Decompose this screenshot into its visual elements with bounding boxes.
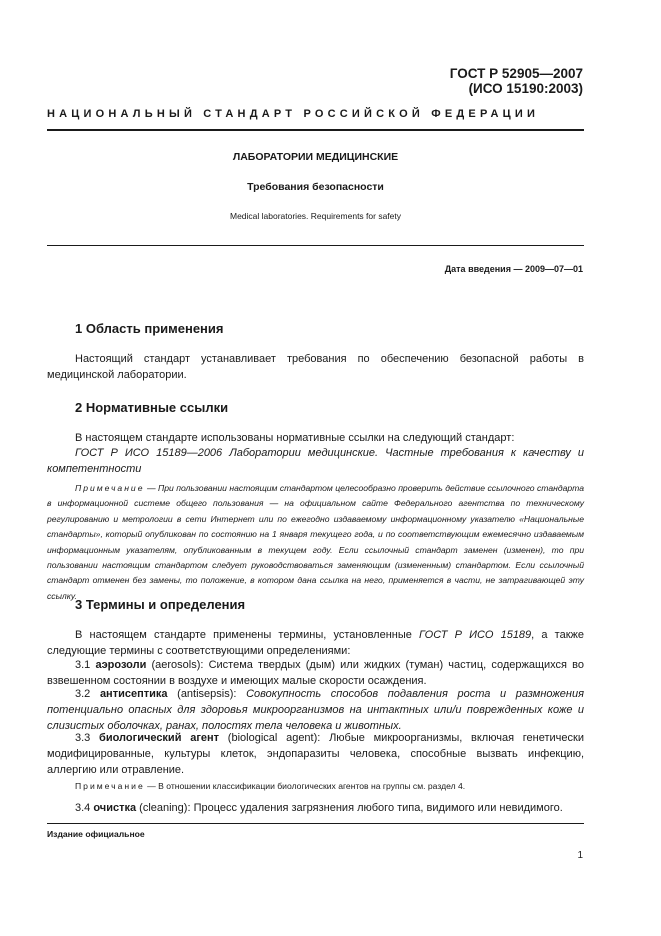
term-name: биологический агент xyxy=(99,732,220,744)
term-definition: (cleaning): Процесс удаления загрязнения любого типа, видимого или невидимого. xyxy=(136,802,563,814)
official-edition-label: Издание официальное xyxy=(47,829,145,839)
note-text: — При пользовании настоящим стандартом целесообразно проверить действие ссылочного стандарта в информационной системе общего пользования — на официальном сайте Федерального агентства по техническому регулированию и метрологии в сети Интернет или по ежегодно издаваемому информационному указателю «Национальные стандарты», который опубликован по состоянию на 1 января текущего года, и по соответствующим ежемесячно издаваемым информационным указателям, опубликованным в текущем году. Если ссылочный стандарт заменен (изменен), то при пользовании настоящим стандартом следует руководствоваться заменяющим (измененным) стандартом. Если ссылочный стандарт отменен без замены, то положение, в котором дана ссылка на него, применяется в части, не затрагивающей эту ссылку. xyxy=(47,483,584,601)
note-label: Примечание xyxy=(75,483,145,493)
note-text: — В отношении классификации биологических агентов на группы см. раздел 4. xyxy=(144,781,466,791)
term-number: 3.2 xyxy=(75,688,100,700)
note-label: Примечание xyxy=(75,781,145,791)
section-3-intro xyxy=(47,627,584,659)
term-name: антисептика xyxy=(99,688,168,700)
normative-reference: ГОСТ Р ИСО 15189—2006 Лаборатории медицинские. Частные требования к качеству и компетентности xyxy=(47,447,584,475)
section-3-heading: 3 Термины и определения xyxy=(75,597,246,612)
intro-text-end: , а также следующие термины с соответствующими определениями: xyxy=(47,629,584,657)
intro-reference: ГОСТ Р ИСО 15189 xyxy=(419,629,532,641)
section-2-text: В настоящем стандарте использованы нормативные ссылки на следующий стандарт: xyxy=(75,432,515,444)
term-3-1 xyxy=(47,657,584,689)
page-number: 1 xyxy=(577,850,583,861)
section-1-heading: 1 Область применения xyxy=(75,321,224,336)
term-number: 3.3 xyxy=(75,732,100,744)
title-rule xyxy=(47,245,584,246)
term-definition: (aerosols): Система твердых (дым) или жидких (туман) частиц, содержащихся во взвешенном состоянии в воздухе и имеющих малые скорости осаждения. xyxy=(47,659,584,687)
standard-number-block xyxy=(450,66,583,96)
term-english: (antisepsis): xyxy=(167,688,247,700)
term-name: аэрозоли xyxy=(95,659,147,671)
national-standard-banner: НАЦИОНАЛЬНЫЙ СТАНДАРТ РОССИЙСКОЙ ФЕДЕРАЦИИ xyxy=(47,108,540,120)
term-definition: (biological agent): Любые микроорганизмы, включая генетически модифицированные, культуры клеток, эндопаразиты человека, способные вызвать инфекцию, аллергию или отравление. xyxy=(47,732,584,776)
section-2-note xyxy=(47,481,584,604)
standard-number: ГОСТ Р 52905—2007 xyxy=(449,66,583,81)
intro-text: В настоящем стандарте применены термины, установленные xyxy=(75,629,420,641)
document-title: ЛАБОРАТОРИИ МЕДИЦИНСКИЕ xyxy=(232,151,399,163)
section-3-note xyxy=(47,779,584,794)
term-number: 3.4 xyxy=(75,802,94,814)
intro-date: Дата введения — 2009—07—01 xyxy=(444,264,583,274)
header-rule xyxy=(47,129,584,131)
iso-number: (ИСО 15190:2003) xyxy=(468,81,583,96)
section-2-heading: 2 Нормативные ссылки xyxy=(75,400,229,415)
footer-rule xyxy=(47,823,584,824)
term-3-3 xyxy=(47,730,584,778)
document-subtitle: Требования безопасности xyxy=(247,181,384,193)
term-name: очистка xyxy=(93,802,137,814)
section-1-text: Настоящий стандарт устанавливает требования по обеспечению безопасной работы в медицинской лаборатории. xyxy=(47,353,584,381)
term-number: 3.1 xyxy=(75,659,96,671)
term-definition: Совокупность способов подавления роста и размножения потенциально опасных для здоровья микроорганизмов на интактных или/и поврежденных коже и слизистых оболочках, ранах, полостях тела человека и животных. xyxy=(47,688,584,732)
term-3-4 xyxy=(47,800,584,816)
term-3-2 xyxy=(47,686,584,734)
english-title: Medical laboratories. Requirements for safety xyxy=(229,211,402,221)
